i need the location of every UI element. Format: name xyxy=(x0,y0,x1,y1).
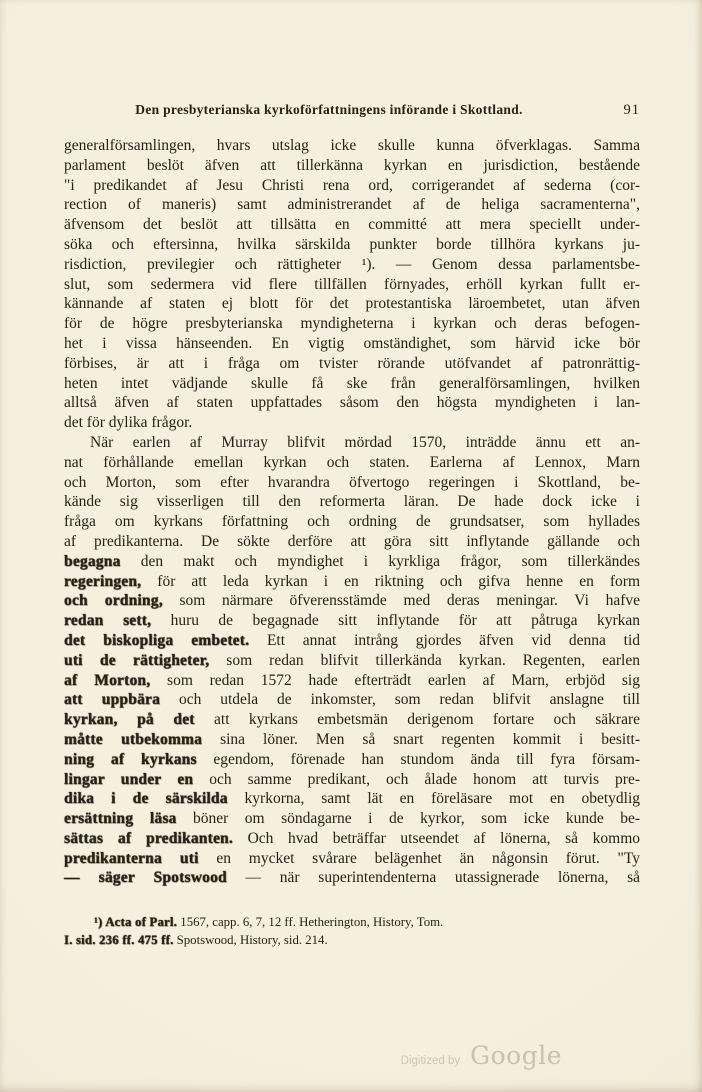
text-line: kyrkan, på det att kyrkans embetsmän derigenom fortare och säkrare xyxy=(64,711,640,729)
smudged-ink-text: sättas af predikanten. xyxy=(64,829,233,847)
text-line: och Morton, som efter hvarandra öfvertogo regeringen i Skottland, be- xyxy=(64,473,640,491)
text-line: ¹) Acta of Parl. 1567, capp. 6, 7, 12 ff. Hetherington, History, Tom. xyxy=(94,915,444,930)
text-line: ning af kyrkans egendom, förenade han stundom ända till fyra försam- xyxy=(64,750,641,768)
smudged-ink-text: uti de rättigheter, xyxy=(64,651,210,669)
text-line: uti de rättigheter, som redan blifvit tillerkända kyrkan. Regenten, earlen xyxy=(64,651,640,669)
smudged-ink-text: redan sett, xyxy=(64,612,152,630)
text-line: heten intet vädjande skulle få ske från generalförsamlingen, hvilken xyxy=(64,374,640,392)
smudged-ink-text: det biskopliga embetet. xyxy=(64,631,250,649)
smudged-ink-text: måtte utbekomma xyxy=(64,730,203,748)
text-line: sättas af predikanten. Och hvad beträffar utseendet af lönerna, så kommo xyxy=(64,829,640,847)
smudged-ink-text: dika i de särskilda xyxy=(64,790,228,808)
text-line: kände sig visserligen till den reformerta läran. De hade dock icke i xyxy=(64,493,640,511)
text-line: äfvensom det beslöt att tillsätta en committé att mera speciellt under- xyxy=(64,216,640,234)
smudged-ink-text: predikanterna uti xyxy=(64,849,199,867)
text-line: af Morton, som redan 1572 hade efterträdt earlen af Marn, erbjöd sig xyxy=(64,671,640,689)
smudged-ink-text: — säger Spotswood xyxy=(64,869,227,887)
text-line: det för dylika frågor. xyxy=(64,414,193,432)
text-line: måtte utbekomma sina löner. Men så snart regenten kommit i besitt- xyxy=(64,730,640,748)
smudged-ink-text: ¹) Acta of Parl. xyxy=(94,915,178,930)
text-line: predikanterna uti en mycket svårare belägenhet än någonsin förut. "Ty xyxy=(64,849,640,867)
text-line: att uppbära och utdela de inkomster, som redan blifvit anslagne till xyxy=(64,691,640,709)
google-logo: Google xyxy=(470,1041,562,1070)
digitized-by-label: Digitized by xyxy=(400,1055,461,1067)
text-line: ersättning läsa böner om söndagarne i de kyrkor, som icke kunde be- xyxy=(64,810,640,828)
smudged-ink-text: att uppbära xyxy=(64,691,161,709)
smudged-ink-text: kyrkan, på det xyxy=(64,711,195,729)
paragraph xyxy=(64,136,640,433)
text-line: rection of maneris) samt administrerandet af de heliga sacramenterna", xyxy=(64,196,640,214)
smudged-ink-text: regeringen, xyxy=(64,572,142,590)
smudged-ink-text: I. sid. 236 ff. 475 ff. xyxy=(64,932,174,947)
text-line: slut, som sedermera vid flere tillfällen förnyades, erhöll kyrkan fullt er- xyxy=(64,275,640,293)
smudged-ink-text: ersättning läsa xyxy=(64,810,177,828)
smudged-ink-text: lingar under en xyxy=(64,770,194,788)
smudged-ink-text: af Morton, xyxy=(64,671,151,689)
smudged-ink-text: ning af kyrkans xyxy=(64,750,197,768)
text-line: — säger Spotswood — när superintendenterna utassignerade lönerna, så xyxy=(64,869,640,887)
footnote xyxy=(64,914,640,949)
text-line: redan sett, huru de begagnade sitt inflytande för att påtruga kyrkan xyxy=(64,612,641,630)
paragraph xyxy=(64,433,640,888)
text-line: förbises, är att i fråga om tvister rörande utöfvandet af patronrättig- xyxy=(64,354,640,372)
text-line: lingar under en och samme predikant, och ålade honom att turvis pre- xyxy=(64,770,640,788)
text-line: dika i de särskilda kyrkorna, samt lät en föreläsare mot en obetydlig xyxy=(64,790,641,808)
text-line: "i predikandet af Jesu Christi rena ord, corrigerandet af sederna (cor- xyxy=(64,176,640,194)
text-line: och ordning, som närmare öfverensstämde med deras meningar. Vi hafve xyxy=(64,592,641,610)
text-line: nat förhållande emellan kyrkan och staten. Earlerna af Lennox, Marn xyxy=(64,453,640,471)
text-line: parlament beslöt äfven att tillerkänna kyrkan en jurisdiction, bestående xyxy=(64,156,640,174)
text-line: I. sid. 236 ff. 475 ff. Spotswood, History, sid. 214. xyxy=(64,932,328,947)
text-line: fråga om kyrkans författning och ordning de grundsatser, som hyllades xyxy=(64,513,640,531)
watermark xyxy=(401,1041,562,1070)
text-line: af predikanterna. De sökte derföre att göra sitt inflytande gällande och xyxy=(64,532,640,550)
text-line: När earlen af Murray blifvit mördad 1570, inträdde ännu ett an- xyxy=(90,433,640,451)
text-line: kännande af staten ej blott för det protestantiska läroembetet, utan äfven xyxy=(64,295,640,313)
text-line: för de högre presbyterianska myndigheterna i kyrkan och deras befogen- xyxy=(64,315,640,333)
running-header-title: Den presbyterianska kyrkoförfattningens införande i Skottland. xyxy=(135,102,523,117)
text-line: het i vissa hänseenden. En vigtig omständighet, som härvid icke bör xyxy=(64,334,640,352)
page-header xyxy=(64,102,640,118)
text-line: det biskopliga embetet. Ett annat intrång gjordes äfven vid denna tid xyxy=(64,631,640,649)
text-line: risdiction, previlegier och rättigheter ¹). — Genom dessa parlamentsbe- xyxy=(64,255,640,273)
text-line: begagna den makt och myndighet i kyrkliga frågor, som tillerkändes xyxy=(64,552,640,570)
smudged-ink-text: och ordning, xyxy=(64,592,163,610)
text-line: regeringen, för att leda kyrkan i en riktning och gifva henne en form xyxy=(64,572,640,590)
text-line: alltså äfven af staten uppfattades såsom den högsta myndigheten i lan- xyxy=(64,394,640,412)
body-text xyxy=(64,136,640,888)
text-line: generalförsamlingen, hvars utslag icke skulle kunna öfverklagas. Samma xyxy=(64,137,640,154)
text-line: söka och eftersinna, hvilka särskilda punkter borde tillhöra kyrkans ju- xyxy=(64,235,640,253)
smudged-ink-text: begagna xyxy=(64,552,121,570)
page-number: 91 xyxy=(623,102,640,118)
